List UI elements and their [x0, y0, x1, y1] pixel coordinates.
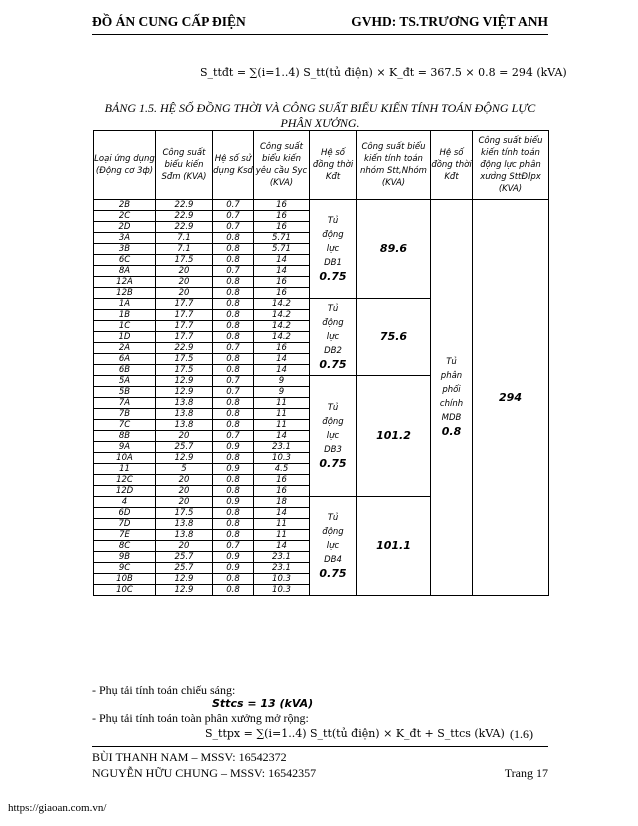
table-cell: 7A — [94, 398, 156, 409]
lighting-label: - Phụ tải tính toán chiếu sáng: — [92, 683, 236, 697]
table-cell: 0.9 — [213, 464, 254, 475]
table-cell: 12C — [94, 475, 156, 486]
table-cell: 7E — [94, 530, 156, 541]
table-cell: 16 — [254, 222, 310, 233]
equation-number: (1.6) — [510, 727, 533, 741]
group-panel-cell: Tủ động lực DB4 0.75 — [310, 497, 357, 596]
table-cell: 0.8 — [213, 365, 254, 376]
table-cell: 14.2 — [254, 299, 310, 310]
table-cell: 16 — [254, 211, 310, 222]
table-cell: 25.7 — [156, 552, 213, 563]
table-cell: 10A — [94, 453, 156, 464]
table-cell: 20 — [156, 431, 213, 442]
table-cell: 13.8 — [156, 530, 213, 541]
table-cell: 11 — [254, 409, 310, 420]
table-cell: 0.9 — [213, 563, 254, 574]
table-cell: 0.8 — [213, 277, 254, 288]
table-cell: 18 — [254, 497, 310, 508]
table-cell: 1B — [94, 310, 156, 321]
table-cell: 7D — [94, 519, 156, 530]
col-header: Hệ số đồng thời Kđt — [431, 131, 473, 200]
col-header: Công suất biểu kiến tính toán nhóm Stt,Nhóm (KVA) — [357, 131, 431, 200]
group-stt-cell: 101.1 — [357, 497, 431, 596]
table-cell: 10B — [94, 574, 156, 585]
table-cell: 12B — [94, 288, 156, 299]
table-cell: 0.8 — [213, 321, 254, 332]
table-cell: 9 — [254, 387, 310, 398]
main-kdt: 0.8 — [441, 425, 462, 438]
table-cell: 10C — [94, 585, 156, 596]
group-panel-cell: Tủ động lực DB3 0.75 — [310, 376, 357, 497]
table-cell: 13.8 — [156, 398, 213, 409]
table-cell: 6B — [94, 365, 156, 376]
table-cell: 22.9 — [156, 200, 213, 211]
group-stt-cell: 89.6 — [357, 200, 431, 299]
table-cell: 25.7 — [156, 442, 213, 453]
table-cell: 0.8 — [213, 354, 254, 365]
table-cell: 16 — [254, 343, 310, 354]
table-cell: 14 — [254, 431, 310, 442]
table-cell: 20 — [156, 486, 213, 497]
table-cell: 14 — [254, 266, 310, 277]
formula-ttdt: S_ttđt = ∑(i=1..4) S_tt(tủ điện) × K_đt = 367.5 × 0.8 = 294 (kVA) — [200, 66, 567, 79]
table-cell: 7.1 — [156, 233, 213, 244]
table-cell: 17.5 — [156, 508, 213, 519]
table-cell: 7.1 — [156, 244, 213, 255]
table-cell: 0.8 — [213, 398, 254, 409]
table-cell: 10.3 — [254, 585, 310, 596]
table-row — [94, 200, 549, 211]
table-cell: 17.7 — [156, 299, 213, 310]
table-cell: 7C — [94, 420, 156, 431]
table-cell: 0.8 — [213, 299, 254, 310]
table-cell: 0.8 — [213, 530, 254, 541]
table-cell: 6D — [94, 508, 156, 519]
table-cell: 0.9 — [213, 442, 254, 453]
table-cell: 0.7 — [213, 200, 254, 211]
table-cell: 5.71 — [254, 233, 310, 244]
table-cell: 25.7 — [156, 563, 213, 574]
table-cell: 0.7 — [213, 343, 254, 354]
table-cell: 0.7 — [213, 222, 254, 233]
col-header: Công suất biểu kiến tính toán động lực phân xưởng SttĐlpx (KVA) — [473, 131, 549, 200]
table-cell: 12.9 — [156, 574, 213, 585]
table-cell: 0.8 — [213, 420, 254, 431]
table-cell: 12.9 — [156, 453, 213, 464]
table-cell: 0.8 — [213, 475, 254, 486]
table-cell: 11 — [254, 519, 310, 530]
col-header: Hệ số đồng thời Kđt — [310, 131, 357, 200]
table-cell: 17.5 — [156, 354, 213, 365]
table-cell: 2D — [94, 222, 156, 233]
table-cell: 4.5 — [254, 464, 310, 475]
table-cell: 9 — [254, 376, 310, 387]
table-cell: 16 — [254, 486, 310, 497]
table-cell: 0.8 — [213, 310, 254, 321]
header-title: ĐỒ ÁN CUNG CẤP ĐIỆN — [92, 14, 246, 29]
table-cell: 23.1 — [254, 442, 310, 453]
col-header: Công suất biểu kiến Sđm (KVA) — [156, 131, 213, 200]
table-cell: 16 — [254, 200, 310, 211]
header-advisor: GVHD: TS.TRƯƠNG VIỆT ANH — [351, 14, 548, 29]
table-cell: 12.9 — [156, 585, 213, 596]
group-panel-cell: Tủ động lực DB1 0.75 — [310, 200, 357, 299]
table-cell: 23.1 — [254, 563, 310, 574]
table-cell: 14 — [254, 541, 310, 552]
table-cell: 14 — [254, 365, 310, 376]
table-cell: 6C — [94, 255, 156, 266]
table-cell: 14 — [254, 354, 310, 365]
table-cell: 22.9 — [156, 343, 213, 354]
col-header: Công suất biểu kiến yêu cầu Syc (KVA) — [254, 131, 310, 200]
table-cell: 5 — [156, 464, 213, 475]
table-cell: 3B — [94, 244, 156, 255]
table-cell: 1C — [94, 321, 156, 332]
footer-rule — [92, 746, 548, 747]
expansion-label: - Phụ tải tính toán toàn phân xưởng mở rộng: — [92, 711, 309, 725]
header-rule — [92, 34, 548, 35]
group-kdt: 0.75 — [319, 566, 347, 580]
table-cell: 17.5 — [156, 365, 213, 376]
table-caption: BẢNG 1.5. HỆ SỐ ĐỒNG THỜI VÀ CÔNG SUẤT BIỂU KIẾN TÍNH TOÁN ĐỘNG LỰC PHÂN XƯỞNG. — [104, 101, 536, 130]
table-cell: 20 — [156, 541, 213, 552]
table-cell: 5B — [94, 387, 156, 398]
table-cell: 13.8 — [156, 420, 213, 431]
table-cell: 0.8 — [213, 585, 254, 596]
table-cell: 0.9 — [213, 497, 254, 508]
table-cell: 0.8 — [213, 574, 254, 585]
table-cell: 22.9 — [156, 211, 213, 222]
table-cell: 2A — [94, 343, 156, 354]
group-kdt: 0.75 — [319, 357, 347, 371]
page-number: Trang 17 — [504, 766, 548, 780]
table-cell: 12.9 — [156, 376, 213, 387]
table-cell: 4 — [94, 497, 156, 508]
group-kdt: 0.75 — [319, 456, 347, 470]
table-cell: 14 — [254, 508, 310, 519]
table-cell: 0.7 — [213, 266, 254, 277]
table-cell: 0.7 — [213, 211, 254, 222]
table-cell: 0.8 — [213, 486, 254, 497]
table-cell: 16 — [254, 475, 310, 486]
table-cell: 11 — [254, 530, 310, 541]
table-cell: 14 — [254, 255, 310, 266]
table-header-row — [94, 131, 549, 200]
table-cell: 12D — [94, 486, 156, 497]
group-stt-cell: 75.6 — [357, 299, 431, 376]
table-cell: 8B — [94, 431, 156, 442]
table-cell: 7B — [94, 409, 156, 420]
table-cell: 0.8 — [213, 519, 254, 530]
table-cell: 13.8 — [156, 519, 213, 530]
table-cell: 14.2 — [254, 332, 310, 343]
table-cell: 20 — [156, 475, 213, 486]
table-cell: 1D — [94, 332, 156, 343]
table-cell: 0.8 — [213, 244, 254, 255]
table-cell: 16 — [254, 288, 310, 299]
group-kdt: 0.75 — [319, 269, 347, 283]
table-cell: 10.3 — [254, 453, 310, 464]
table-cell: 1A — [94, 299, 156, 310]
table-cell: 3A — [94, 233, 156, 244]
table-cell: 2B — [94, 200, 156, 211]
table-cell: 0.8 — [213, 288, 254, 299]
table-cell: 0.8 — [213, 332, 254, 343]
table-cell: 17.7 — [156, 321, 213, 332]
col-header: Loại ứng dụng (Động cơ 3ф) — [94, 131, 156, 200]
lighting-value: Sttcs = 13 (kVA) — [212, 697, 314, 710]
table-cell: 5A — [94, 376, 156, 387]
table-cell: 23.1 — [254, 552, 310, 563]
table-cell: 13.8 — [156, 409, 213, 420]
table-cell: 0.8 — [213, 453, 254, 464]
table-cell: 20 — [156, 497, 213, 508]
table-cell: 9C — [94, 563, 156, 574]
table-cell: 20 — [156, 266, 213, 277]
table-cell: 12A — [94, 277, 156, 288]
main-panel-cell: Tủ phân phối chính MDB 0.8 — [431, 200, 473, 596]
table-cell: 9A — [94, 442, 156, 453]
table-cell: 9B — [94, 552, 156, 563]
table-cell: 20 — [156, 288, 213, 299]
table-cell: 0.8 — [213, 508, 254, 519]
table-cell: 10.3 — [254, 574, 310, 585]
table-body — [94, 200, 549, 596]
table-cell: 0.8 — [213, 409, 254, 420]
group-stt-cell: 101.2 — [357, 376, 431, 497]
table-cell: 8A — [94, 266, 156, 277]
table-cell: 22.9 — [156, 222, 213, 233]
table-cell: 6A — [94, 354, 156, 365]
footer-author-1: BÙI THANH NAM – MSSV: 16542372 — [92, 750, 287, 764]
table-cell: 0.7 — [213, 376, 254, 387]
table-cell: 0.7 — [213, 387, 254, 398]
table-cell: 14.2 — [254, 310, 310, 321]
table-cell: 20 — [156, 277, 213, 288]
table-cell: 11 — [94, 464, 156, 475]
table-cell: 8C — [94, 541, 156, 552]
table-cell: 0.8 — [213, 233, 254, 244]
table-cell: 5.71 — [254, 244, 310, 255]
table-cell: 17.7 — [156, 332, 213, 343]
table-cell: 12.9 — [156, 387, 213, 398]
table-cell: 14.2 — [254, 321, 310, 332]
table-cell: 17.7 — [156, 310, 213, 321]
table-cell: 0.7 — [213, 541, 254, 552]
table-cell: 0.7 — [213, 431, 254, 442]
formula-ttpx: S_ttpx = ∑(i=1..4) S_tt(tủ điện) × K_đt + S_ttcs (kVA) — [205, 727, 505, 740]
footer-author-2: NGUYỄN HỮU CHUNG – MSSV: 16542357 — [92, 766, 317, 780]
table-cell: 11 — [254, 420, 310, 431]
table-cell: 0.9 — [213, 552, 254, 563]
col-header: Hệ số sử dụng Ksd — [213, 131, 254, 200]
load-table — [93, 130, 549, 596]
table-cell: 17.5 — [156, 255, 213, 266]
group-panel-cell: Tủ động lực DB2 0.75 — [310, 299, 357, 376]
source-url: https://giaoan.com.vn/ — [8, 802, 107, 814]
table-cell: 16 — [254, 277, 310, 288]
table-cell: 2C — [94, 211, 156, 222]
table-cell: 0.8 — [213, 255, 254, 266]
total-cell: 294 — [473, 200, 549, 596]
table-cell: 11 — [254, 398, 310, 409]
